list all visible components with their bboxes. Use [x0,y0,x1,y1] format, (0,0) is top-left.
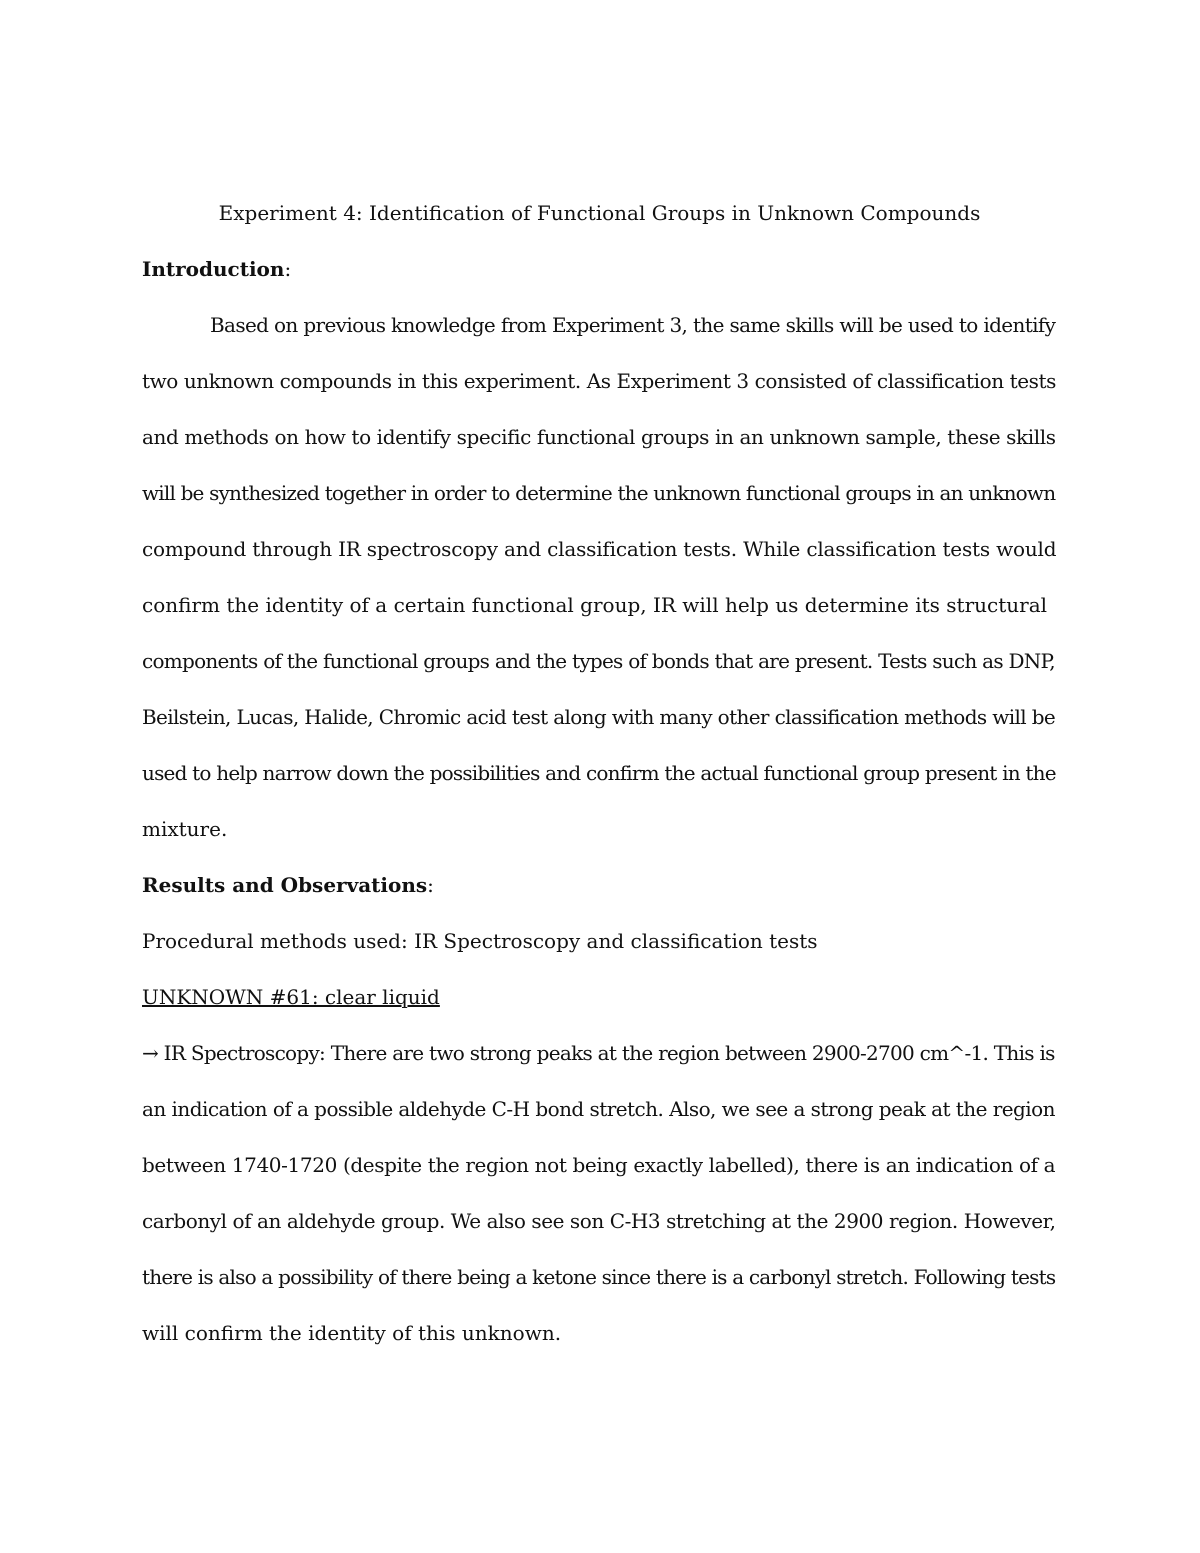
introduction-heading-line [142,252,1057,308]
paragraph-line: mixture. [142,817,228,841]
paragraph-line: an indication of a possible aldehyde C-H bond stretch. Also, we see a strong peak at the region [142,1097,1055,1121]
paragraph-line: will be synthesized together in order to determine the unknown functional groups in an unknown [142,481,1056,505]
paragraph-line: Beilstein, Lucas, Halide, Chromic acid test along with many other classification methods will be [142,705,1056,729]
results-heading-colon: : [427,873,434,897]
paragraph-line: carbonyl of an aldehyde group. We also see son C-H3 stretching at the 2900 region. However, [142,1209,1056,1233]
introduction-heading-colon: : [284,257,292,281]
paragraph-line: compound through IR spectroscopy and classification tests. While classification tests would [142,537,1057,561]
results-heading: Results and Observations [142,873,428,897]
paragraph-line: will confirm the identity of this unknown. [142,1321,562,1345]
results-heading-line [142,868,1057,924]
ir-paragraph [142,1036,1057,1372]
paragraph-line: between 1740-1720 (despite the region not being exactly labelled), there is an indication of a [142,1153,1056,1177]
paragraph-line: used to help narrow down the possibilities and confirm the actual functional group present in the [142,761,1056,785]
paragraph-line: two unknown compounds in this experiment. As Experiment 3 consisted of classification tests [142,369,1056,393]
paragraph-line: Based on previous knowledge from Experiment 3, the same skills will be used to identify [210,313,1056,337]
procedural-methods: Procedural methods used: IR Spectroscopy and classification tests [142,929,818,953]
document-title: Experiment 4: Identification of Functional Groups in Unknown Compounds [218,201,981,225]
paragraph-line: confirm the identity of a certain functional group, IR will help us determine its structural [142,593,1048,617]
paragraph-line: components of the functional groups and the types of bonds that are present. Tests such as DNP, [142,649,1055,673]
paragraph-line: and methods on how to identify specific functional groups in an unknown sample, these skills [142,425,1056,449]
introduction-paragraph [142,308,1057,868]
document-body [142,196,1057,1372]
paragraph-line: → IR Spectroscopy: There are two strong peaks at the region between 2900-2700 cm^-1. This is [142,1041,1055,1065]
introduction-heading: Introduction [142,257,285,281]
unknown-label: UNKNOWN #61: clear liquid [142,985,440,1009]
paragraph-line: there is also a possibility of there being a ketone since there is a carbonyl stretch. Following tests [142,1265,1056,1289]
unknown-label-line [142,980,1057,1036]
